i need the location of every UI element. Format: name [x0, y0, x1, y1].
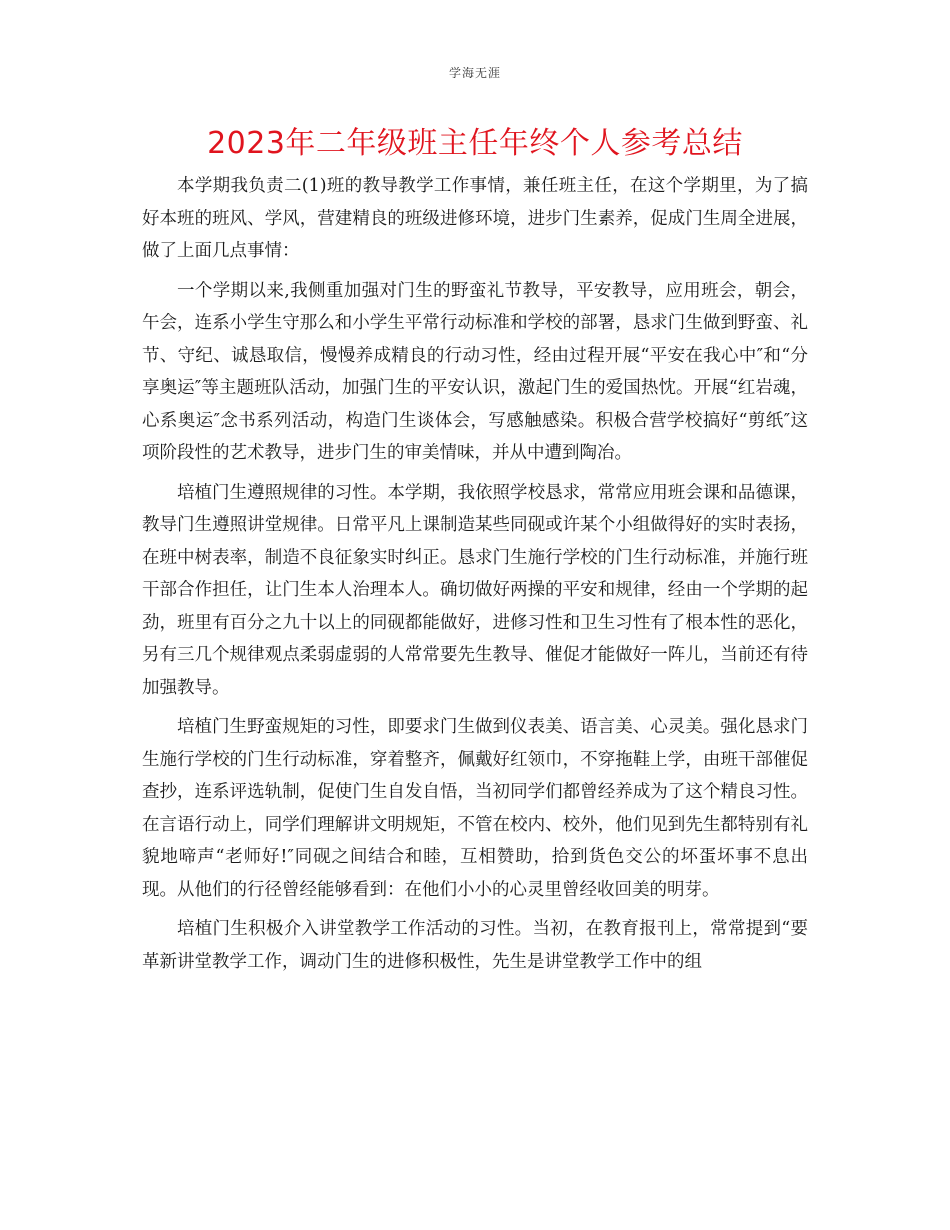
paragraph: 本学期我负责二(1)班的教导教学工作事情，兼任班主任，在这个学期里，为了搞好本班的班风、学风，营建精良的班级进修环境，进步门生素养，促成门生周全进展，做了上面几点事情： — [142, 176, 808, 261]
paragraph: 培植门生积极介入讲堂教学工作活动的习性。当初，在教育报刊上，常常提到“要革新讲堂教学工作，调动门生的进修积极性，先生是讲堂教学工作中的组 — [142, 919, 808, 972]
paragraph: 培植门生野蛮规矩的习性，即要求门生做到仪表美、语言美、心灵美。强化恳求门生施行学校的门生行动标准，穿着整齐，佩戴好红领巾，不穿拖鞋上学，由班干部催促查抄，连系评选轨制，促使门生自发自悟，当初同学们都曾经养成为了这个精良习性。在言语行动上，同学们理解讲文明规矩，不管在校内、校外，他们见到先生都特别有礼貌地啼声“老师好!″同砚之间结合和睦，互相赞助，拾到货色交公的坏蛋坏事不息出现。从他们的行径曾经能够看到：在他们小小的心灵里曾经收回美的明芽。 — [142, 717, 808, 900]
document-title: 2023年二年级班主任年终个人参考总结 — [207, 126, 743, 161]
paragraph: 培植门生遵照规律的习性。本学期，我依照学校恳求，常常应用班会课和品德课，教导门生遵照讲堂规律。日常平凡上课制造某些同砚或许某个小组做得好的实时表扬，在班中树表率，制造不良征象实时纠正。恳求门生施行学校的门生行动标准，并施行班干部合作担任，让门生本人治理本人。确切做好两操的平安和规律，经由一个学期的起劲，班里有百分之九十以上的同砚都能做好，进修习性和卫生习性有了根本性的恶化，另有三几个规律观点柔弱虚弱的人常常要先生教导、催促才能做好一阵儿，当前还有待加强教导。 — [142, 482, 808, 698]
paragraph: 一个学期以来,我侧重加强对门生的野蛮礼节教导，平安教导，应用班会，朝会，午会，连系小学生守那么和小学生平常行动标准和学校的部署，恳求门生做到野蛮、礼节、守纪、诚恳取信，慢慢养成精良的行动习性，经由过程开展“平安在我心中″和“分享奥运″等主题班队活动，加强门生的平安认识，激起门生的爱国热忱。开展“红岩魂，心系奥运″念书系列活动，构造门生谈体会，写感触感染。积极合营学校搞好“剪纸″这项阶段性的艺术教导，进步门生的审美情味，并从中遭到陶冶。 — [142, 280, 808, 463]
document-body — [142, 170, 808, 985]
running-header: 学海无涯 — [448, 66, 501, 80]
